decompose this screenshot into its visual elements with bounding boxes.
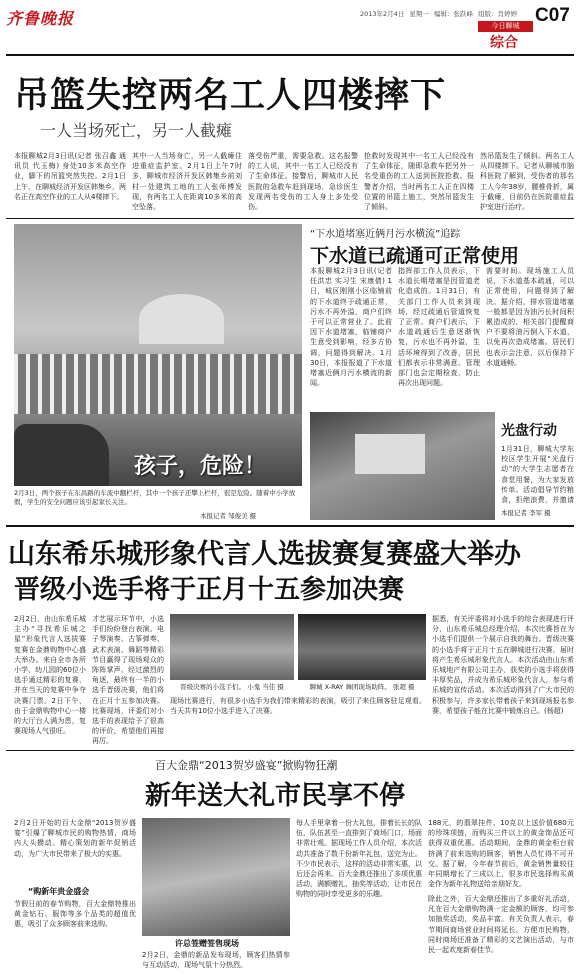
story5-col1b: 节假日前的春节购物，百大金鼎特推出黄金钻石、服饰等多个品类的超值优惠，吸引了众多顾客前来选购。 <box>14 900 136 929</box>
story2-kicker: “下水道堵塞近俩月污水横流”追踪 <box>310 229 461 240</box>
story1-headline: 吊篮失控两名工人四楼摔下 <box>14 76 447 116</box>
story3-headline: 光盘行动 <box>501 423 557 439</box>
divider-3 <box>6 750 574 751</box>
issue-date: 2013年2月4日 <box>360 10 405 18</box>
story1-col1: 本报聊城2月3日讯(记者 张召鑫 通讯员 代玉梅) 身处10多米高空作业，脚下的吊篮突然失控。2月1日上午，在聊城经济开发区韩集乡，两名正在高空作业的工人从4楼摔下。 <box>14 152 126 201</box>
story3-body: 1月31日，聊城大学东校区学生开展“光盘行动”的大学生志愿者在食堂用餐，为大家发放传单。活动倡导节约粮食，拒绝浪费，并邀请 <box>501 445 574 505</box>
story1-subhead: 一人当场死亡，另一人截瘫 <box>40 121 233 140</box>
story5-col5: 除此之外，百大金鼎还推出了多重好礼活动，凡在百大金鼎购物满一定金额的顾客，均可参加抽奖活动，奖品丰富。有关负责人表示，春节期间商场营业时间将延长，方便市民购物，同时商场还准备了精彩的文艺演出活动，与市民一起欢度新春佳节。 <box>428 895 574 955</box>
story2-col1: 本报聊城2月3日讯(记者 任洪忠 实习生 宋康倩) 1日，城区刚刚小区临铺前的下水道终于疏通正常，污水不再外溢，商户们终于可以正常营业了。此前因下水道堵塞，临铺商户生意受到影响，经多方协调，问题得到解决。1月30日，本报报道了下水道堵塞近俩月污水横流的新闻。 <box>310 267 392 388</box>
edition-tab: 今日聊城 <box>478 21 533 32</box>
story4-headline-line2: 晋级小选手将于正月十五参加决赛 <box>14 575 405 605</box>
photo-children-on-railing <box>14 224 302 486</box>
photo-signing-event <box>142 818 290 936</box>
masthead-rule <box>6 54 574 56</box>
divider-2 <box>6 525 574 527</box>
story1-col3: 落受伤严重，需要急救。这名报警的工人说，其中一名工人已经没有了生命体征。接警后，聊城市人民医院的急救车赶到现场，急诊医生发现两名受伤的工人身上多处受伤。 <box>248 152 358 212</box>
photo1-overlay-text: 孩子，危险！ <box>134 454 267 479</box>
photo-clean-plate-campaign <box>310 412 495 520</box>
photo-dance-troupe <box>298 614 426 680</box>
masthead-meta <box>360 9 517 18</box>
photo1-caption: 2月3日，两个孩子在东昌路的车流中翻栏杆，其中一个孩子还攀上栏杆，很是危险。随着中小学放假，学生的安全问题应该引起家长关注。 <box>14 489 296 506</box>
newspaper-logo: 齐鲁晚报 <box>6 9 75 28</box>
story1-col2: 其中一人当场身亡，另一人截瘫住进重症监护室。2月1日上午7时多，聊城市经济开发区韩集乡前刘村一处建筑工地的工人张师傅发现，有两名工人在距离10多米的高空坠落。 <box>132 152 242 212</box>
divider-1 <box>6 218 574 219</box>
story5-col4: 188元，的翡翠挂件、10克以上送价值680元的珍珠项链，而购买三件以上的黄金饰品还可获得双重优惠。活动期间，金鼎的黄金柜台前挤满了前来选购的顾客，销售人员忙得不可开交。据了解，今年春节前后，黄金销售量较往年同期增长了三成以上，很多市民选择购买黄金作为新年礼物送给亲朋好友。 <box>428 819 574 889</box>
story5-col2b: 2月2日，金鼎的新品发布现场，顾客们热情参与互动活动，现场气氛十分热烈。 <box>142 951 290 970</box>
story1-col5: 然吊篮发生了倾斜。两名工人从四楼摔下。记者从聊城市脑科医院了解到，受伤者的那名工人今年38岁，腰椎骨折，属于截瘫，目前仍在医院重症监护室进行治疗。 <box>480 152 574 212</box>
car-shape <box>14 424 109 486</box>
story4-col1: 2月2日，由山东希乐城主办“寻找希乐城之星”形象代言人选拔赛复赛在金鼎购物中心盛大举办。来自全市各所小学、幼儿园的60位小选手通过精彩的复赛，并在当天的复赛中争夺决赛门票。2日下午，由于金鼎购物中心一楼的大厅台人满为患，复赛现场人气很旺。 <box>14 615 86 736</box>
story4-below-photos: 现场比赛进行，有很多小选手为我们带来精彩的表演，吸引了来往顾客驻足观看。当天共有10位小选手进入了决赛。 <box>170 697 426 716</box>
issue-weekday: 星期一 <box>409 10 429 18</box>
photo-finalists <box>170 614 294 680</box>
story4-col4: 据悉，有关评委将对小选手的综合表现进行评分，山东希乐城总经理介绍，本次比赛旨在为小选手们提供一个展示自我的舞台。晋级决赛的小选手将于正月十五在聊城进行决赛，届时将产生希乐城形象代言人。本次活动由山东希乐城地产有限公司主办，获奖的小选手将获得丰厚奖品，并成为希乐城形象代言人，参与希乐城的宣传活动。本次活动得到了广大市民的积极参与，许多家长带着孩子来到现场报名参赛，希望孩子能在比赛中锻炼自己。(杨超) <box>432 615 574 715</box>
story5-col3: 每人手里拿着一份大礼包，排着长长的队伍，队伍甚至一直排到了商场门口，场面非常壮观。据现场工作人员介绍，本次活动共准备了数千份新年礼包，送完为止。不少市民表示，这样的活动非常实惠，以后还会再来。百大金鼎还推出了多项优惠活动，满额赠礼、抽奖等活动，让市民在购物的同时享受更多的乐趣。 <box>296 819 422 899</box>
story5-col1: 2月2日开始的百大金鼎“2013贺岁盛宴”引爆了聊城市民的购物热情，商场内人头攒动。精心策划的新年促销活动，为广大市民带来了极大的实惠。 <box>14 819 136 858</box>
masthead <box>0 0 580 51</box>
story2-headline: 下水道已疏通可正常使用 <box>310 245 520 267</box>
designer-credit: 组版：肖婷婷 <box>478 10 518 18</box>
page-number: C07 <box>535 5 570 26</box>
photo-finalists-caption: 晋级决赛的小选手们。 小鬼 当佳 摄 <box>180 683 284 691</box>
story2-col3: 需要时间。现场施工人员说，下水道基本疏通，可以正常使用，问题得到了解决。据介绍，排水管道堵塞一般都是因为油污长时间积累造成的，相关部门提醒商户不要将油污倒入下水道，以免再次造成堵塞。居民们也表示会注意，以后保持下水道通畅。 <box>486 267 574 367</box>
story5-kicker: 百大金鼎“2013贺岁盛宴”掀购物狂潮 <box>155 759 338 772</box>
story3-credit: 本报记者 李军 摄 <box>501 509 551 517</box>
photo-dance-caption: 聊城 X-RAY 舞团现场助阵。 张超 摄 <box>309 683 415 691</box>
story4-col2: 才艺展示环节中，小选手们纷纷登台表演。电子琴演奏、古筝弹奏、武术表演、舞蹈等精彩节目赢得了现场观众的阵阵掌声。经过激烈的角逐，最终有一半的小选手晋级决赛，他们将在正月十五参加决赛。比赛现场，评委们对小选手的表现给予了很高的评价，希望他们再接再厉。 <box>92 615 164 746</box>
story5-subhead1: “购新年贵金盛会 <box>28 887 90 896</box>
section-title: 综合 <box>490 35 518 51</box>
story5-photo-caption: 许总签赠签售现场 <box>175 939 239 948</box>
story2-col2: 指挥部工作人员表示，下水道长期堵塞是因管道老化造成的。1月31日，有关部门工作人员来到现场，经过疏通后管道恢复了正常。商户们表示，下水道疏通后生意逐渐恢复，污水也不再外溢，生活环境得到了改善，居民们都表示非常满意。管理部门也会定期检查，防止再次出现问题。 <box>398 267 480 388</box>
story1-col4: 抢救时发现其中一名工人已经没有了生命体征，随即急救车把另外一名受重伤的工人送到医院抢救。报警者介绍，当时两名工人正在四楼位置的吊篮上施工，突然吊篮发生了倾斜。 <box>364 152 474 212</box>
story4-headline-line1: 山东希乐城形象代言人选拔赛复赛盛大举办 <box>8 539 521 570</box>
poster-shape <box>355 434 425 474</box>
umbrella-shape <box>139 294 224 344</box>
photo1-credit: 本报记者 邹俊美 摄 <box>200 512 257 520</box>
railing-shape <box>14 354 302 414</box>
editor-credit: 编辑：张跃峰 <box>433 10 473 18</box>
story5-headline: 新年送大礼市民享不停 <box>145 781 406 811</box>
